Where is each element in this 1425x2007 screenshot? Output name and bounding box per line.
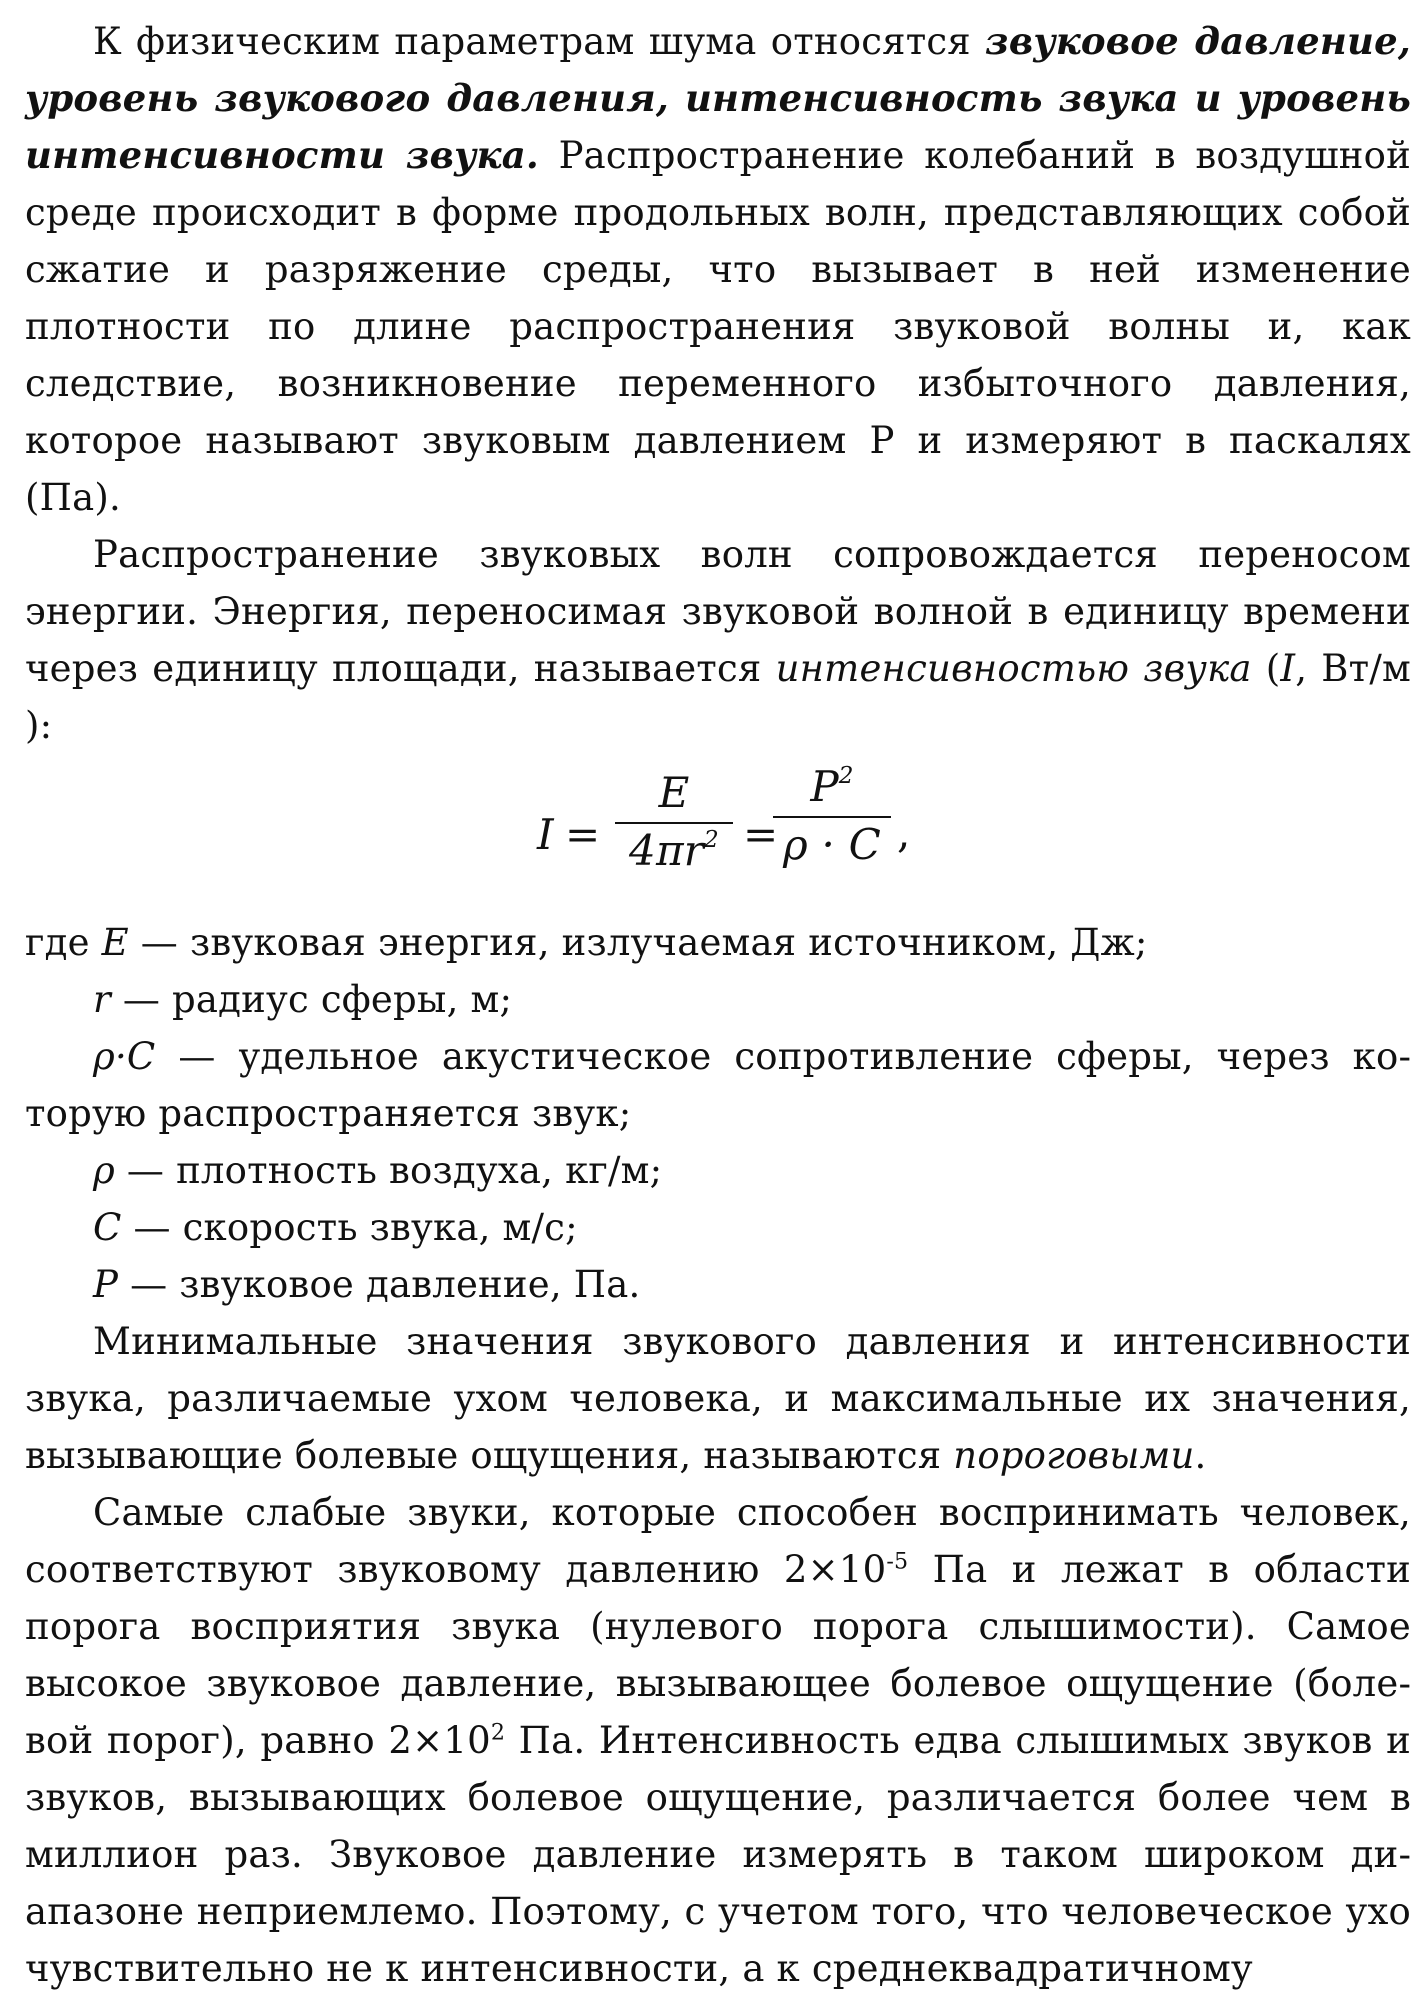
definition-symbol: ρ xyxy=(93,1149,115,1192)
definition-text: — звуковое давление, Па. xyxy=(118,1263,641,1306)
paragraph3-end: . xyxy=(1194,1434,1207,1477)
definition-density xyxy=(25,1142,1411,1199)
paragraph3-intro: Минимальные значения звукового давления и интенсивности звука, различаемые ухом человека, и максимальные их значения, вызывающие болевые ощущения, называются xyxy=(25,1320,1411,1477)
formula-frac2-num-exp: 2 xyxy=(838,763,854,789)
paragraph1-rest: Распространение колебаний в воздушной среде происходит в форме продольных волн, представляющих собой сжатие и разряжение среды, что вызывает в ней изменение плотности по длине распространения звуковой волны и, как следствие, возникновение переменного избыточного давления, которое называют звуковым давлением Р и измеряют в паскалях (Па). xyxy=(25,134,1411,519)
symbol-definitions xyxy=(25,914,1411,1313)
formula-frac1-den-exp: 2 xyxy=(704,827,719,853)
paragraph4-part2: Па и лежат в области порога восприятия звука (нулевого порога слышимости). Самое высокое звуковое давление, вызывающее болевое ощущение (болевой порог), равно 2×10 xyxy=(25,1548,1411,1762)
definition-text: — скорость звука, м/с; xyxy=(121,1206,578,1249)
paragraph-intensity xyxy=(25,526,1411,754)
paragraph1-terms: звуковое давление, уровень звукового давления, интенсивность звука и уровень интенсивности звука. xyxy=(25,19,1411,177)
definition-pressure xyxy=(25,1256,1411,1313)
definition-symbol: P xyxy=(93,1263,119,1306)
formula-equals-2: = xyxy=(743,810,779,859)
formula-frac2-num-base: P xyxy=(810,762,839,811)
formula-frac1-den-base: 4πr xyxy=(629,826,705,875)
definition-energy xyxy=(25,914,1411,971)
definition-symbol: r xyxy=(93,978,111,1021)
formula-frac1-numerator: E xyxy=(658,768,690,817)
paragraph2-term: интенсивностью звука xyxy=(775,647,1252,690)
definition-speed xyxy=(25,1199,1411,1256)
formula-fraction-energy xyxy=(615,768,733,875)
formula-comma: , xyxy=(897,808,911,857)
formula-fraction-pressure xyxy=(773,762,891,869)
definition-text: — радиус сферы, м; xyxy=(110,978,513,1021)
paragraph1-intro: К физическим параметрам шума относятся xyxy=(93,20,986,63)
definition-symbol: ρ·C xyxy=(93,1035,156,1078)
paragraph4-exp2: 2 xyxy=(490,1719,506,1746)
definition-text: — удельное акустическое сопротивление сферы, через которую распространяется звук; xyxy=(25,1035,1411,1135)
definition-text: — звуковая энергия, излучаемая источником, Дж; xyxy=(128,921,1148,964)
definition-impedance xyxy=(25,1028,1411,1142)
formula-equals-1: = xyxy=(565,810,601,859)
definition-text: — плотность воздуха, кг/м; xyxy=(114,1149,663,1192)
paragraph3-term: пороговыми xyxy=(953,1434,1195,1477)
definition-prefix: где xyxy=(25,921,102,964)
definition-symbol: E xyxy=(101,921,129,964)
paragraph-thresholds xyxy=(25,1313,1411,1484)
paragraph2-tail-close: , Вт/м ): xyxy=(25,647,1411,747)
definition-radius xyxy=(25,971,1411,1028)
paragraph2-tail-symbol: I xyxy=(1280,647,1296,690)
paragraph2-tail-open: ( xyxy=(1265,647,1281,690)
document-page xyxy=(25,0,1411,1997)
formula-frac2-denominator: ρ · C xyxy=(783,820,881,869)
paragraph-physical-parameters xyxy=(25,0,1411,526)
paragraph2-intro: Распространение звуковых волн сопровождается переносом энергии. Энергия, переносимая звуковой волной в единицу времени через единицу площади, называется xyxy=(25,533,1411,690)
formula-frac2-numerator xyxy=(810,762,854,816)
paragraph4-part3: Па. Интенсивность едва слышимых звуков и звуков, вызывающих болевое ощущение, различается более чем в миллион раз. Звуковое давление измерять в таком широком диапазоне неприемлемо. Поэтому, с учетом того, что человеческое ухо чувствительно не к интенсивности, а к среднеквадратичному xyxy=(25,1719,1411,1990)
paragraph4-part1: Самые слабые звуки, которые способен воспринимать человек, соответствуют звуковому давлению 2×10 xyxy=(25,1491,1411,1591)
paragraph-pressure-range xyxy=(25,1484,1411,1997)
paragraph4-exp1: -5 xyxy=(886,1548,909,1575)
definition-symbol: C xyxy=(93,1206,122,1249)
formula-frac1-denominator xyxy=(629,824,719,875)
intensity-formula xyxy=(25,764,1411,914)
formula-lhs: I xyxy=(537,810,554,859)
